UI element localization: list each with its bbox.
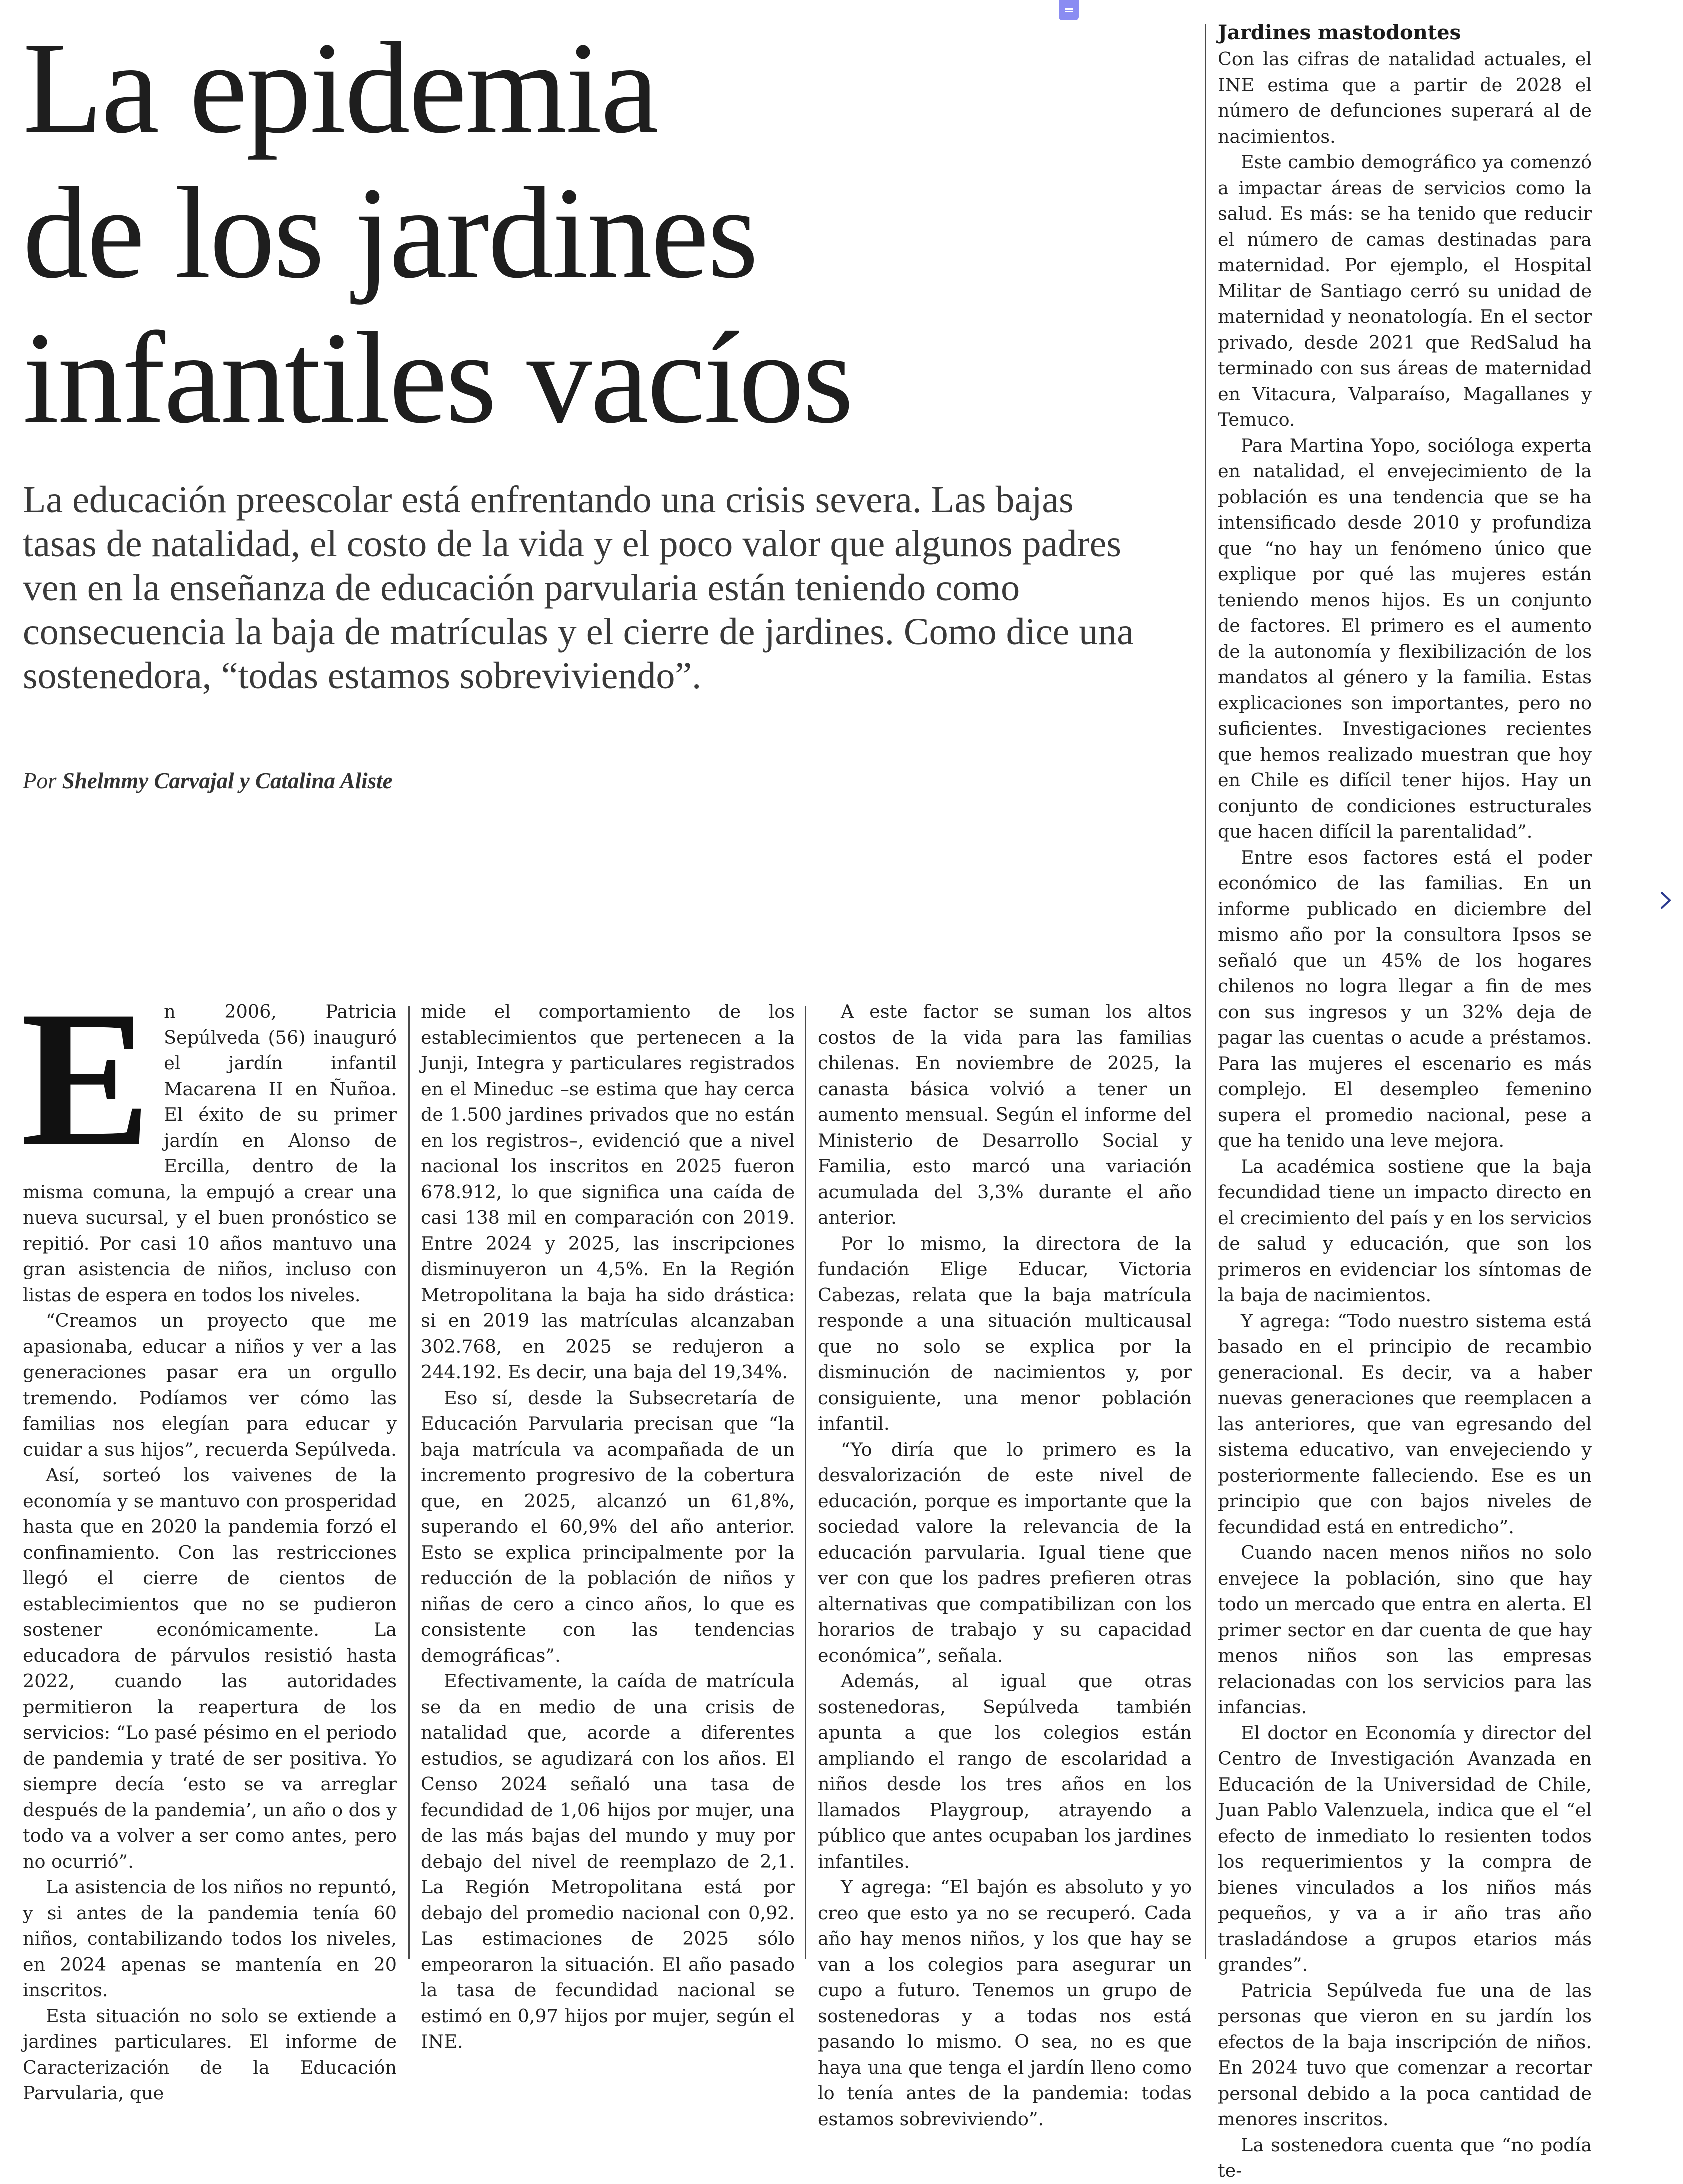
column-divider (1205, 24, 1206, 1959)
byline-authors: Shelmmy Carvajal y Catalina Aliste (62, 768, 393, 793)
paragraph: Efectivamente, la caída de matrícula se da en medio de una crisis de natalidad que, acorde a diferentes estudios, se agudizará con los años. El Censo 2024 señaló una tasa de fecundidad de 1,06 hijos por mujer, una de las más bajas del mundo y muy por debajo del nivel de reemplazo de 2,1. La Región Metropolitana está por debajo del promedio nacional con 0,92. Las estimaciones de 2025 sólo empeoraron la situación. El año pasado la tasa de fecundidad nacional se estimó en 0,97 hijos por mujer, según el INE. (421, 1670, 795, 2052)
headline-line-3: infantiles vacíos (23, 305, 852, 450)
paragraph: mide el comportamiento de los establecimientos que pertenecen a la Junji, Integra y particulares registrados en el Mineduc –se estima que hay cerca de 1.500 jardines privados que no están en los registros–, evidenció que a nivel nacional los inscritos en 2025 fueron 678.912, lo que significa una caída de casi 138 mil en comparación con 2019. Entre 2024 y 2025, las inscripciones disminuyeron un 4,5%. En la Región Metropolitana la baja ha sido drástica: si en 2019 las matrículas alcanzaban 302.768, en 2025 se redujeron a 244.192. Es decir, una baja del 19,34%. (421, 1001, 795, 1383)
paragraph: Y agrega: “Todo nuestro sistema está basado en el principio de recambio generacional. Es decir, va a haber nuevas generaciones que reemplacen a las anteriores, que van egresando del sistema educativo, van envejeciendo y posteriormente falleciendo. Ese es un principio que con bajos niveles de fecundidad está en entredicho”. (1218, 1310, 1592, 1538)
paragraph: Cuando nacen menos niños no solo envejece la población, sino que hay todo un mercado que entra en alerta. El primer sector en dar cuenta de que hay menos niños son las empresas relacionadas con los servicios para las infancias. (1218, 1542, 1592, 1718)
headline-line-2: de los jardines (23, 160, 758, 305)
paragraph: Entre esos factores está el poder económico de las familias. En un informe publicado en diciembre del mismo año por la consultora Ipsos se señaló que un 45% de los hogares chilenos no logra llegar a fin de mes con sus ingresos y un 32% deja de pagar las cuentas o acude a préstamos. Para las mujeres el escenario es más complejo. El desempleo femenino supera el promedio nacional, pese a que ha tenido una leve mejora. (1218, 846, 1592, 1151)
dropcap: E (21, 971, 152, 1187)
chevron-right-icon (1660, 890, 1672, 910)
paragraph: Patricia Sepúlveda fue una de las personas que vieron en su jardín los efectos de la baja inscripción de niños. En 2024 tuvo que comenzar a recortar personal debido a la poca cantidad de menores inscritos. (1218, 1979, 1592, 2130)
column-divider (408, 1006, 410, 1959)
article-column-1 (21, 971, 397, 2106)
next-page-button[interactable] (1656, 890, 1676, 910)
byline-prefix: Por (23, 768, 57, 793)
paragraph: n 2006, Patricia Sepúlveda (56) inauguró el jardín infantil Macarena II en Ñuñoa. El éxito de su primer jardín en Alonso de Ercilla, dentro de la misma comuna, la empujó a crear una nueva sucursal, y el buen pronóstico se repitió. Por casi 10 años mantuvo una gran asistencia de niños, incluso con listas de espera en todos los niveles. (23, 1001, 397, 1306)
paragraph: Eso sí, desde la Subsecretaría de Educación Parvularia precisan que “la baja matrícula va acompañada de un incremento progresivo de la cobertura que, en 2025, alcanzó un 61,8%, superando el 60,9% del año anterior. Esto se explica principalmente por la reducción de la población de niños y niñas de cero a cinco años, lo que es consistente con las tendencias demográficas”. (421, 1387, 795, 1666)
paragraph: La asistencia de los niños no repuntó, y si antes de la pandemia tenía 60 niños, contabilizando todos los niveles, en 2024 apenas se mantenía en 20 inscritos. (23, 1876, 397, 2001)
article-column-3 (818, 999, 1192, 2132)
paragraph: “Yo diría que lo primero es la desvalorización de este nivel de educación, porque es importante que la sociedad valore la relevancia de la educación parvularia. Igual tiene que ver con que los padres prefieren otras alternativas que compatibilizan con los horarios de trabajo y su capacidad económica”, señala. (818, 1438, 1192, 1666)
lead-paragraph: La educación preescolar está enfrentando una crisis severa. Las bajas tasas de natalidad, el costo de la vida y el poco valor que algunos padres ven en la enseñanza de educación parvularia están teniendo como consecuencia la baja de matrículas y el cierre de jardines. Como dice una sostenedora, “todas estamos sobreviviendo”. (23, 479, 1134, 697)
paragraph: La académica sostiene que la baja fecundidad tiene un impacto directo en el crecimiento del país y en los servicios de salud y educación, que son los primeros en evidenciar los síntomas de la baja de nacimientos. (1218, 1155, 1592, 1306)
paragraph: “Creamos un proyecto que me apasionaba, educar a niños y ver a las generaciones pasar era un orgullo tremendo. Podíamos ver cómo las familias nos elegían para educar y cuidar a sus hijos”, recuerda Sepúlveda. (23, 1310, 397, 1460)
paragraph: Para Martina Yopo, socióloga experta en natalidad, el envejecimiento de la población es una tendencia que se ha intensificado desde 2010 y profundiza que “no hay un fenómeno único que explique por qué las mujeres están teniendo menos hijos. Es un conjunto de factores. El primero es el aumento de la autonomía y flexibilización de los mandatos al género y la familia. Estas explicaciones son importantes, pero no suficientes. Investigaciones recientes que hemos realizado muestran que hoy en Chile es difícil tener hijos. Hay un conjunto de condiciones estructurales que hacen difícil la parentalidad”. (1218, 434, 1592, 842)
article-column-4 (1218, 19, 1592, 2184)
paragraph: Este cambio demográfico ya comenzó a impactar áreas de servicios como la salud. Es más: se ha tenido que reducir el número de camas destinadas para maternidad. Por ejemplo, el Hospital Militar de Santiago cerró su unidad de maternidad y neonatología. En el sector privado, desde 2021 que RedSalud ha terminado con sus áreas de maternidad en Vitacura, Valparaíso, Magallanes y Temuco. (1218, 151, 1592, 430)
paragraph: Esta situación no solo se extiende a jardines particulares. El informe de Caracterización de la Educación Parvularia, que (23, 2005, 397, 2104)
paragraph: Además, al igual que otras sostenedoras, Sepúlveda también apunta a que los colegios están ampliando el rango de escolaridad a niños desde los tres años en los llamados Playgroup, atrayendo a público que antes ocupaban los jardines infantiles. (818, 1670, 1192, 1872)
paragraph: La sostenedora cuenta que “no podía te- (1218, 2134, 1592, 2181)
paragraph: El doctor en Economía y director del Centro de Investigación Avanzada en Educación de la Universidad de Chile, Juan Pablo Valenzuela, indica que el “el efecto de inmediato lo resienten todos los requerimientos y la compra de bienes vinculados a los niños más pequeños, y va a ir año tras año trasladándose a grupos etarios más grandes”. (1218, 1722, 1592, 1975)
headline (23, 15, 1173, 450)
paragraph: Con las cifras de natalidad actuales, el INE estima que a partir de 2028 el número de defunciones superará al de nacimientos. (1218, 48, 1592, 147)
headline-line-1: La epidemia (23, 15, 658, 160)
byline (23, 768, 393, 794)
paragraph: Por lo mismo, la directora de la fundación Elige Educar, Victoria Cabezas, relata que la baja matrícula responde a una situación multicausal que no solo se explica por la disminución de nacimientos y, por consiguiente, una menor población infantil. (818, 1232, 1192, 1434)
column-divider (805, 1006, 806, 1959)
paragraph: Y agrega: “El bajón es absoluto y yo creo que esto ya no se recuperó. Cada año hay menos niños, y los que hay se van a los colegios para asegurar un cupo a futuro. Tenemos un grupo de sostenedoras y a todas nos está pasando lo mismo. O sea, no es que haya una que tenga el jardín lleno como lo tenía antes de la pandemia: todas estamos sobreviviendo”. (818, 1876, 1192, 2130)
paragraph: A este factor se suman los altos costos de la vida para las familias chilenas. En noviembre de 2025, la canasta básica volvió a tener un aumento mensual. Según el informe del Ministerio de Desarrollo Social y Familia, esto marcó una variación acumulada del 3,3% durante el año anterior. (818, 1001, 1192, 1228)
section-subhead: Jardines mastodontes (1218, 21, 1462, 44)
paragraph: Así, sorteó los vaivenes de la economía y se mantuvo con prosperidad hasta que en 2020 la pandemia forzó el confinamiento. Con las restricciones llegó el cierre de cientos de establecimientos que no se pudieron sostener económicamente. La educadora de párvulos resistió hasta 2022, cuando las autoridades permitieron la reapertura de los servicios: “Lo pasé pésimo en el periodo de pandemia y traté de ser positiva. Yo siempre decía ‘esto se va arreglar después de la pandemia’, un año o dos y todo va a volver a ser como antes, pero no ocurrió”. (23, 1464, 397, 1872)
article-column-2 (421, 999, 795, 2055)
